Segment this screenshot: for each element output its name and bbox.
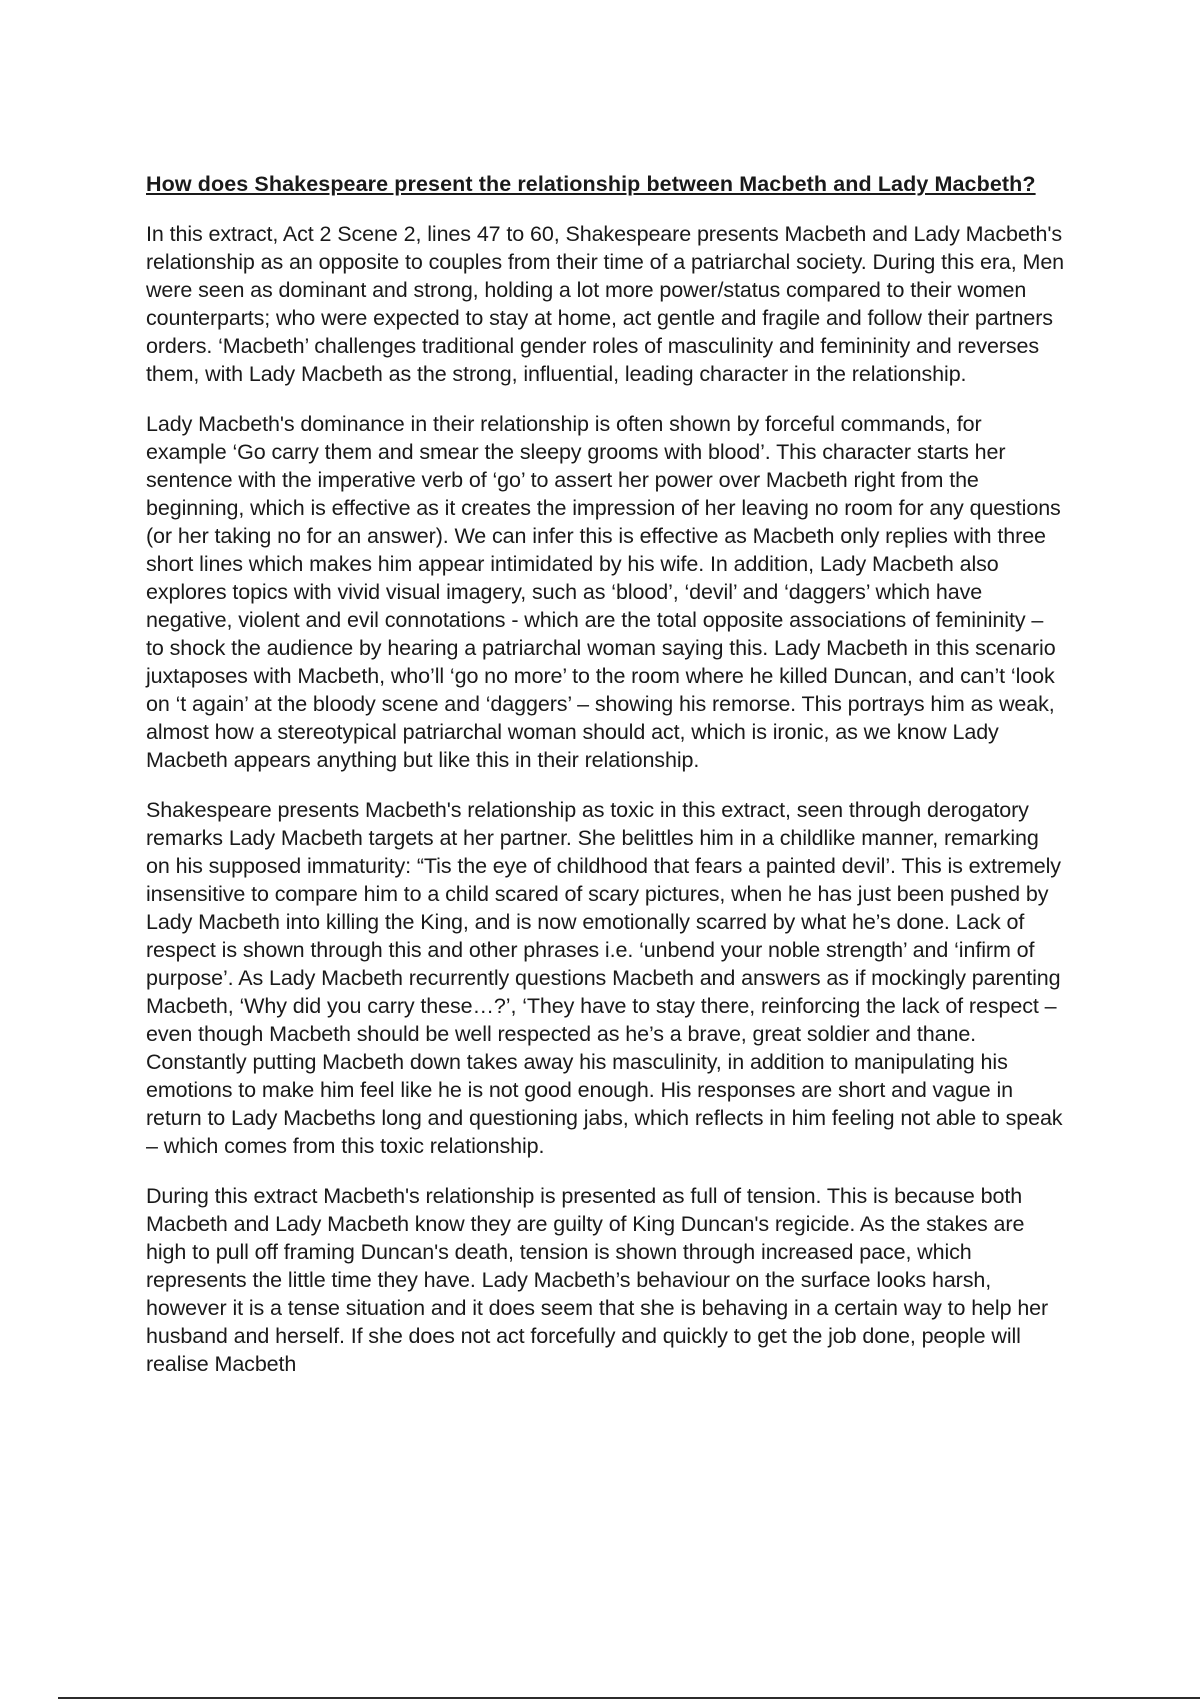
paragraph-toxic: Shakespeare presents Macbeth's relationship as toxic in this extract, seen through derogatory remarks Lady Macbeth targets at her partner. She belittles him in a childlike manner, remarking on his supposed immaturity: “Tis the eye of childhood that fears a painted devil’. This is extremely insensitive to compare him to a child scared of scary pictures, when he has just been pushed by Lady Macbeth into killing the King, and is now emotionally scarred by what he’s done. Lack of respect is shown through this and other phrases i.e. ‘unbend your noble strength’ and ‘infirm of purpose’. As Lady Macbeth recurrently questions Macbeth and answers as if mockingly parenting Macbeth, ‘Why did you carry these…?’, ‘They have to stay there, reinforcing the lack of respect – even though Macbeth should be well respected as he’s a brave, great soldier and thane. Constantly putting Macbeth down takes away his masculinity, in addition to manipulating his emotions to make him feel like he is not good enough. His responses are short and vague in return to Lady Macbeths long and questioning jabs, which reflects in him feeling not able to speak – which comes from this toxic relationship.: [146, 798, 1063, 1158]
document-body: [146, 170, 1066, 1400]
paragraph-tension: During this extract Macbeth's relationship is presented as full of tension. This is because both Macbeth and Lady Macbeth know they are guilty of King Duncan's regicide. As the stakes are high to pull off framing Duncan's death, tension is shown through increased pace, which represents the little time they have. Lady Macbeth’s behaviour on the surface looks harsh, however it is a tense situation and it does seem that she is behaving in a certain way to help her husband and herself. If she does not act forcefully and quickly to get the job done, people will realise Macbeth: [146, 1184, 1049, 1376]
paragraph-dominance: Lady Macbeth's dominance in their relationship is often shown by forceful commands, for example ‘Go carry them and smear the sleepy grooms with blood’. This character starts her sentence with the imperative verb of ‘go’ to assert her power over Macbeth right from the beginning, which is effective as it creates the impression of her leaving no room for any questions (or her taking no for an answer). We can infer this is effective as Macbeth only replies with three short lines which makes him appear intimidated by his wife. In addition, Lady Macbeth also explores topics with vivid visual imagery, such as ‘blood’, ‘devil’ and ‘daggers’ which have negative, violent and evil connotations - which are the total opposite associations of femininity – to shock the audience by hearing a patriarchal woman saying this. Lady Macbeth in this scenario juxtaposes with Macbeth, who’ll ‘go no more’ to the room where he killed Duncan, and can’t ‘look on ‘t again’ at the bloody scene and ‘daggers’ – showing his remorse. This portrays him as weak, almost how a stereotypical patriarchal woman should act, which is ironic, as we know Lady Macbeth appears anything but like this in their relationship.: [146, 412, 1061, 772]
essay-title: How does Shakespeare present the relationship between Macbeth and Lady Macbeth?: [146, 172, 1036, 196]
paragraph-intro: In this extract, Act 2 Scene 2, lines 47 to 60, Shakespeare presents Macbeth and Lady Macbeth's relationship as an opposite to couples from their time of a patriarchal society. During this era, Men were seen as dominant and strong, holding a lot more power/status compared to their women counterparts; who were expected to stay at home, act gentle and fragile and follow their partners orders. ‘Macbeth’ challenges traditional gender roles of masculinity and femininity and reverses them, with Lady Macbeth as the strong, influential, leading character in the relationship.: [146, 222, 1065, 386]
page-bottom-rule: [58, 1697, 1200, 1699]
